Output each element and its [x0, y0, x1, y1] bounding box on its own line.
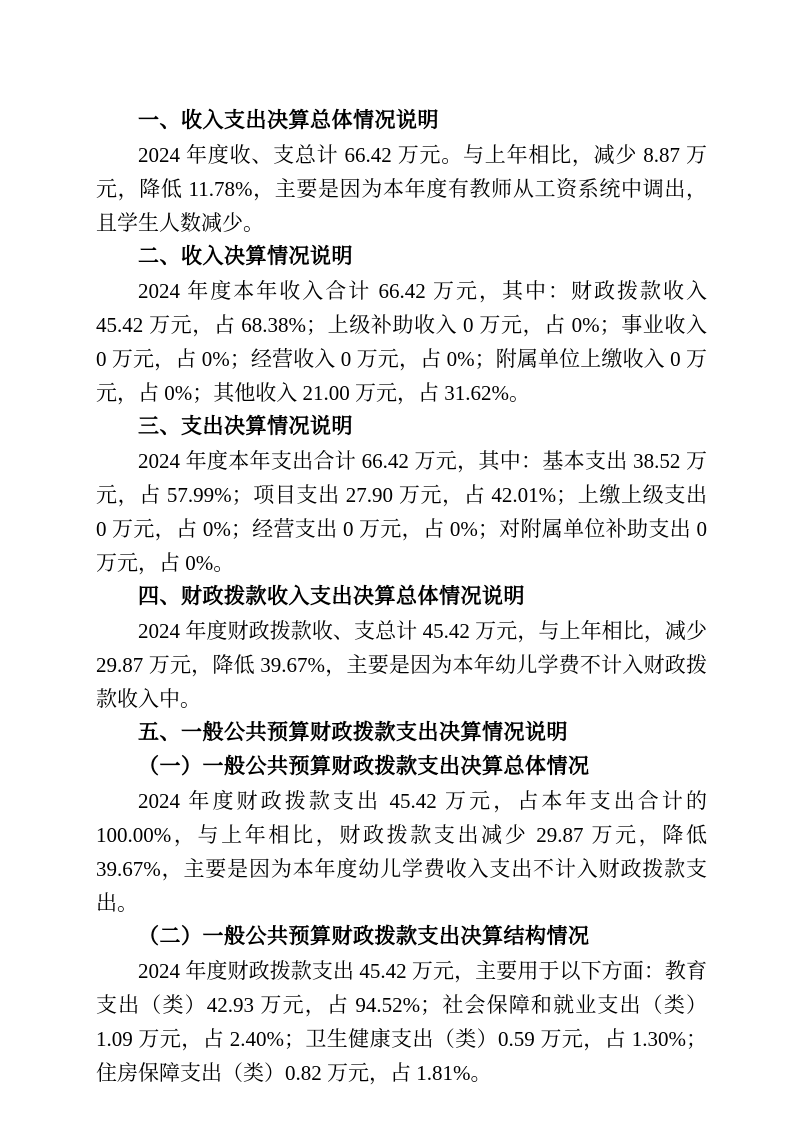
subheading-general-budget-overall: （一）一般公共预算财政拨款支出决算总体情况	[138, 755, 590, 778]
paragraph-general-budget-overall: 2024 年度财政拨款支出 45.42 万元，占本年支出合计的 100.00%，与上年相比，财政拨款支出减少 29.87 万元，降低 39.67%，主要是因为本年度幼儿学费收入支出不计入财政拨款支出。	[96, 789, 707, 915]
paragraph-income-expenditure-overall: 2024 年度收、支总计 66.42 万元。与上年相比，减少 8.87 万元，降低 11.78%，主要是因为本年度有教师从工资系统中调出，且学生人数减少。	[96, 143, 707, 235]
paragraph-expenditure-final-accounts: 2024 年度本年支出合计 66.42 万元，其中：基本支出 38.52 万元，占 57.99%；项目支出 27.90 万元，占 42.01%；上缴上级支出 0 万元，占 0%；经营支出 0 万元，占 0%；对附属单位补助支出 0 万元，占 0%。	[96, 449, 707, 575]
heading-fiscal-appropriation-overall: 四、财政拨款收入支出决算总体情况说明	[138, 585, 525, 608]
heading-expenditure-final-accounts: 三、支出决算情况说明	[138, 415, 353, 438]
document-content	[96, 104, 707, 1090]
heading-income-final-accounts: 二、收入决算情况说明	[138, 245, 353, 268]
paragraph-general-budget-structure: 2024 年度财政拨款支出 45.42 万元，主要用于以下方面：教育支出（类）42.93 万元，占 94.52%；社会保障和就业支出（类）1.09 万元，占 2.40%；卫生健康支出（类）0.59 万元，占 1.30%；住房保障支出（类）0.82 万元，占 1.81%。	[96, 959, 707, 1085]
heading-general-public-budget-expenditure: 五、一般公共预算财政拨款支出决算情况说明	[138, 721, 568, 744]
paragraph-fiscal-appropriation-overall: 2024 年度财政拨款收、支总计 45.42 万元，与上年相比，减少 29.87 万元，降低 39.67%，主要是因为本年幼儿学费不计入财政拨款收入中。	[96, 619, 707, 711]
subheading-general-budget-structure: （二）一般公共预算财政拨款支出决算结构情况	[138, 925, 590, 948]
paragraph-income-final-accounts: 2024 年度本年收入合计 66.42 万元，其中：财政拨款收入 45.42 万元，占 68.38%；上级补助收入 0 万元，占 0%；事业收入 0 万元，占 0%；经营收入 0 万元，占 0%；附属单位上缴收入 0 万元，占 0%；其他收入 21.00 万元，占 31.62%。	[96, 279, 707, 405]
heading-income-expenditure-overall: 一、收入支出决算总体情况说明	[138, 109, 439, 132]
